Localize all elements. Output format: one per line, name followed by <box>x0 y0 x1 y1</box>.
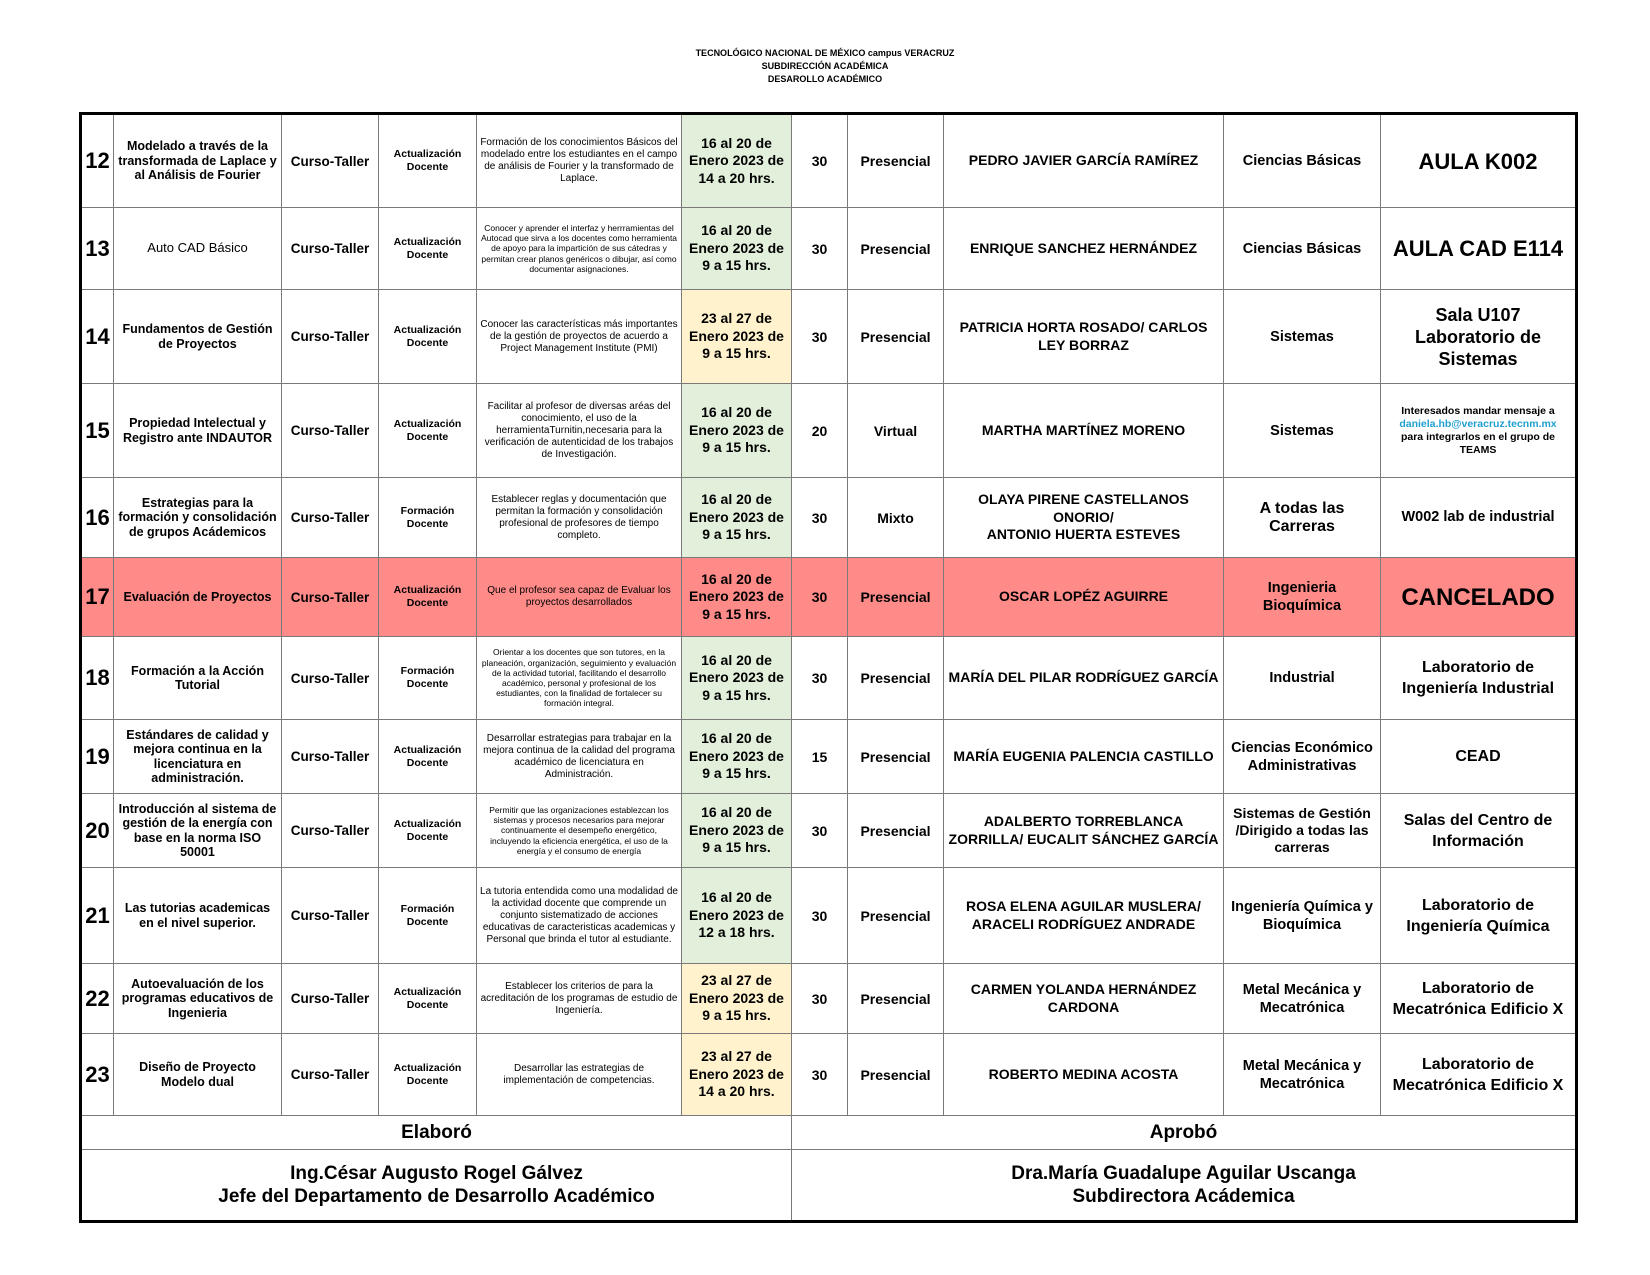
course-name: Estándares de calidad y mejora continua en la licenciatura en administración. <box>114 720 282 794</box>
table-row <box>81 384 1577 478</box>
office-title: DESAROLLO ACADÉMICO <box>767 74 883 84</box>
course-area: A todas las Carreras <box>1224 478 1381 558</box>
location-note-2: para integrarlos en el grupo de TEAMS <box>1400 430 1556 456</box>
course-type: Curso-Taller <box>282 794 379 868</box>
date-month: Enero 2023 de <box>689 588 784 605</box>
course-area: Sistemas <box>1224 290 1381 384</box>
course-number: 20 <box>81 794 114 868</box>
course-instructor: ENRIQUE SANCHEZ HERNÁNDEZ <box>944 208 1224 290</box>
course-number: 14 <box>81 290 114 384</box>
course-instructor: ROBERTO MEDINA ACOSTA <box>944 1034 1224 1116</box>
course-location: AULA CAD E114 <box>1381 208 1577 290</box>
course-type: Curso-Taller <box>282 720 379 794</box>
instructor-line-2: ANTONIO HUERTA ESTEVES <box>986 526 1181 543</box>
date-hours: 9 a 15 hrs. <box>702 765 771 782</box>
date-month: Enero 2023 de <box>689 821 784 838</box>
course-objective: Conocer y aprender el interfaz y herrramientas del Autocad que sirva a los docentes como herramienta de apoyo para la impartición de sus cátedras y permitan crear planos genéricos o dibujar, así como documentar asignaciones. <box>477 208 682 290</box>
course-objective: Formación de los conocimientos Básicos del modelado entre los estudiantes en el campo de análisis de Fourier y la transformado de Laplace. <box>477 114 682 208</box>
course-location: AULA K002 <box>1381 114 1577 208</box>
course-modality: Presencial <box>848 868 944 964</box>
date-hours: 14 a 20 hrs. <box>698 169 775 186</box>
course-area: Sistemas <box>1224 384 1381 478</box>
course-name: Auto CAD Básico <box>114 208 282 290</box>
location-note: Interesados mandar mensaje a <box>1401 404 1555 417</box>
course-focus: Actualización Docente <box>379 964 477 1034</box>
course-area: Sistemas de Gestión /Dirigido a todas las carreras <box>1224 794 1381 868</box>
elaboro-signature-block <box>81 1150 792 1222</box>
course-type: Curso-Taller <box>282 208 379 290</box>
date-range: 16 al 20 de <box>701 491 772 508</box>
date-month: Enero 2023 de <box>689 508 784 525</box>
instructor-line-1: OLAYA PIRENE CASTELLANOS ONORIO/ <box>978 491 1189 525</box>
date-range: 16 al 20 de <box>701 404 772 421</box>
course-number: 23 <box>81 1034 114 1116</box>
course-dates <box>682 290 792 384</box>
course-modality: Presencial <box>848 637 944 720</box>
course-area: Metal Mecánica y Mecatrónica <box>1224 964 1381 1034</box>
course-capacity: 30 <box>792 637 848 720</box>
course-name: Evaluación de Proyectos <box>114 558 282 637</box>
course-number: 16 <box>81 478 114 558</box>
course-focus: Actualización Docente <box>379 384 477 478</box>
course-name: Propiedad Intelectual y Registro ante INDAUTOR <box>114 384 282 478</box>
course-number: 13 <box>81 208 114 290</box>
table-row <box>81 637 1577 720</box>
date-hours: 9 a 15 hrs. <box>702 439 771 456</box>
course-name: Autoevaluación de los programas educativos de Ingenieria <box>114 964 282 1034</box>
course-modality: Presencial <box>848 208 944 290</box>
course-capacity: 30 <box>792 208 848 290</box>
course-dates <box>682 637 792 720</box>
course-type: Curso-Taller <box>282 114 379 208</box>
course-number: 15 <box>81 384 114 478</box>
course-instructor: ADALBERTO TORREBLANCA ZORRILLA/ EUCALIT SÁNCHEZ GARCÍA <box>944 794 1224 868</box>
course-capacity: 30 <box>792 558 848 637</box>
course-modality: Presencial <box>848 720 944 794</box>
course-focus: Actualización Docente <box>379 114 477 208</box>
course-focus: Actualización Docente <box>379 1034 477 1116</box>
date-hours: 9 a 15 hrs. <box>702 1007 771 1024</box>
table-row <box>81 208 1577 290</box>
cancelled-status: CANCELADO <box>1381 558 1577 637</box>
course-location: Salas del Centro de Información <box>1381 794 1577 868</box>
table-row-cancelled <box>81 558 1577 637</box>
course-dates <box>682 558 792 637</box>
course-focus: Actualización Docente <box>379 794 477 868</box>
course-dates <box>682 964 792 1034</box>
course-type: Curso-Taller <box>282 558 379 637</box>
course-modality: Presencial <box>848 964 944 1034</box>
course-number: 22 <box>81 964 114 1034</box>
course-objective: Desarrollar estrategias para trabajar en la mejora continua de la calidad del programa académico de licenciatura en Administración. <box>477 720 682 794</box>
course-instructor: PEDRO JAVIER GARCÍA RAMÍREZ <box>944 114 1224 208</box>
course-modality: Virtual <box>848 384 944 478</box>
course-dates <box>682 384 792 478</box>
course-type: Curso-Taller <box>282 637 379 720</box>
course-name: Diseño de Proyecto Modelo dual <box>114 1034 282 1116</box>
course-dates <box>682 1034 792 1116</box>
course-capacity: 30 <box>792 964 848 1034</box>
course-objective: Desarrollar las estrategias de implementación de competencias. <box>477 1034 682 1116</box>
course-number: 12 <box>81 114 114 208</box>
table-row <box>81 478 1577 558</box>
course-instructor: PATRICIA HORTA ROSADO/ CARLOS LEY BORRAZ <box>944 290 1224 384</box>
course-area: Ingeniería Química y Bioquímica <box>1224 868 1381 964</box>
date-range: 16 al 20 de <box>701 889 772 906</box>
course-modality: Presencial <box>848 794 944 868</box>
course-capacity: 30 <box>792 114 848 208</box>
course-capacity: 20 <box>792 384 848 478</box>
date-month: Enero 2023 de <box>689 989 784 1006</box>
course-location: Laboratorio de Ingeniería Industrial <box>1381 637 1577 720</box>
table-row <box>81 720 1577 794</box>
course-dates <box>682 208 792 290</box>
date-hours: 9 a 15 hrs. <box>702 345 771 362</box>
course-location <box>1381 384 1577 478</box>
course-instructor <box>944 478 1224 558</box>
course-number: 19 <box>81 720 114 794</box>
course-objective: Permitir que las organizaciones establezcan los sistemas y procesos necesarios para mejorar continuamente el desempeño energético, incluyendo la eficiencia energética, el uso de la energía y el consumo de energía <box>477 794 682 868</box>
date-hours: 9 a 15 hrs. <box>702 839 771 856</box>
courses-table <box>79 112 1578 1223</box>
course-area: Ciencias Económico Administrativas <box>1224 720 1381 794</box>
course-objective: Que el profesor sea capaz de Evaluar los proyectos desarrollados <box>477 558 682 637</box>
course-type: Curso-Taller <box>282 290 379 384</box>
course-dates <box>682 794 792 868</box>
course-name: Fundamentos de Gestión de Proyectos <box>114 290 282 384</box>
course-instructor: MARTHA MARTÍNEZ MORENO <box>944 384 1224 478</box>
date-hours: 9 a 15 hrs. <box>702 686 771 703</box>
date-range: 16 al 20 de <box>701 730 772 747</box>
course-dates <box>682 868 792 964</box>
course-type: Curso-Taller <box>282 384 379 478</box>
course-focus: Actualización Docente <box>379 558 477 637</box>
date-range: 16 al 20 de <box>701 804 772 821</box>
date-range: 16 al 20 de <box>701 222 772 239</box>
course-modality: Presencial <box>848 1034 944 1116</box>
table-row <box>81 868 1577 964</box>
course-instructor: MARÍA DEL PILAR RODRÍGUEZ GARCÍA <box>944 637 1224 720</box>
date-month: Enero 2023 de <box>689 1065 784 1082</box>
course-location: Laboratorio de Mecatrónica Edificio X <box>1381 964 1577 1034</box>
date-range: 16 al 20 de <box>701 651 772 668</box>
course-capacity: 30 <box>792 290 848 384</box>
date-hours: 9 a 15 hrs. <box>702 526 771 543</box>
elaboro-label: Elaboró <box>81 1116 792 1150</box>
course-type: Curso-Taller <box>282 478 379 558</box>
course-area: Ingenieria Bioquímica <box>1224 558 1381 637</box>
date-hours: 9 a 15 hrs. <box>702 257 771 274</box>
course-objective: Orientar a los docentes que son tutores, en la planeación, organización, seguimiento y evaluación de la actividad tutorial, facilitando el desarrollo académico, personal y profesional de los estudiantes, con la finalidad de fortalecer su formación integral. <box>477 637 682 720</box>
course-objective: Establecer reglas y documentación que permitan la formación y consolidación profesional de profesores de tiempo completo. <box>477 478 682 558</box>
course-number: 18 <box>81 637 114 720</box>
date-range: 16 al 20 de <box>701 570 772 587</box>
aprobo-name: Dra.María Guadalupe Aguilar Uscanga <box>1011 1163 1356 1184</box>
course-objective: La tutoria entendida como una modalidad de la actividad docente que comprende un conjunto sistematizado de acciones educativas de caracteristicas academicas y Personal que brinda el tutor al estudiante. <box>477 868 682 964</box>
course-instructor: MARÍA EUGENIA PALENCIA CASTILLO <box>944 720 1224 794</box>
course-modality: Presencial <box>848 290 944 384</box>
date-range: 23 al 27 de <box>701 1048 772 1065</box>
course-location: Laboratorio de Mecatrónica Edificio X <box>1381 1034 1577 1116</box>
course-focus: Actualización Docente <box>379 290 477 384</box>
course-modality: Presencial <box>848 558 944 637</box>
course-focus: Formación Docente <box>379 868 477 964</box>
course-dates <box>682 720 792 794</box>
course-number: 17 <box>81 558 114 637</box>
course-instructor: CARMEN YOLANDA HERNÁNDEZ CARDONA <box>944 964 1224 1034</box>
date-hours: 12 a 18 hrs. <box>698 924 775 941</box>
aprobo-title: Subdirectora Acádemica <box>1072 1186 1295 1207</box>
date-month: Enero 2023 de <box>689 906 784 923</box>
table-row <box>81 114 1577 208</box>
course-focus: Actualización Docente <box>379 720 477 794</box>
course-instructor: OSCAR LOPÉZ AGUIRRE <box>944 558 1224 637</box>
signature-header-row <box>81 1116 1577 1150</box>
document-header <box>0 47 1650 86</box>
course-dates <box>682 478 792 558</box>
course-modality: Mixto <box>848 478 944 558</box>
date-month: Enero 2023 de <box>689 421 784 438</box>
date-hours: 9 a 15 hrs. <box>702 605 771 622</box>
table-row <box>81 1034 1577 1116</box>
aprobo-label: Aprobó <box>792 1116 1577 1150</box>
course-capacity: 15 <box>792 720 848 794</box>
course-area: Ciencias Básicas <box>1224 114 1381 208</box>
date-range: 16 al 20 de <box>701 134 772 151</box>
date-month: Enero 2023 de <box>689 747 784 764</box>
course-focus: Formación Docente <box>379 478 477 558</box>
course-number: 21 <box>81 868 114 964</box>
institution-title: TECNOLÓGICO NACIONAL DE MÉXICO campus VERACRUZ <box>695 48 955 58</box>
course-location: Laboratorio de Ingeniería Química <box>1381 868 1577 964</box>
date-hours: 14 a 20 hrs. <box>698 1083 775 1100</box>
elaboro-name: Ing.César Augusto Rogel Gálvez <box>290 1163 583 1184</box>
course-objective: Facilitar al profesor de diversas aréas del conocimiento, el uso de la herramientaTurnitin,necesaria para la verificación de autenticidad de los trabajos de Investigación. <box>477 384 682 478</box>
course-capacity: 30 <box>792 868 848 964</box>
signature-row <box>81 1150 1577 1222</box>
table-row <box>81 964 1577 1034</box>
course-focus: Actualización Docente <box>379 208 477 290</box>
course-instructor: ROSA ELENA AGUILAR MUSLERA/ ARACELI RODRÍGUEZ ANDRADE <box>944 868 1224 964</box>
date-range: 23 al 27 de <box>701 972 772 989</box>
elaboro-title: Jefe del Departamento de Desarrollo Académico <box>218 1186 655 1207</box>
course-dates <box>682 114 792 208</box>
course-type: Curso-Taller <box>282 1034 379 1116</box>
aprobo-signature-block <box>792 1150 1577 1222</box>
course-modality: Presencial <box>848 114 944 208</box>
table-row <box>81 290 1577 384</box>
table-row <box>81 794 1577 868</box>
date-month: Enero 2023 de <box>689 669 784 686</box>
date-month: Enero 2023 de <box>689 239 784 256</box>
course-capacity: 30 <box>792 478 848 558</box>
course-location: W002 lab de industrial <box>1381 478 1577 558</box>
course-name: Estrategias para la formación y consolidación de grupos Acádemicos <box>114 478 282 558</box>
course-location: Sala U107 Laboratorio de Sistemas <box>1381 290 1577 384</box>
course-name: Modelado a través de la transformada de Laplace y al Análisis de Fourier <box>114 114 282 208</box>
course-capacity: 30 <box>792 794 848 868</box>
course-name: Introducción al sistema de gestión de la energía con base en la norma ISO 50001 <box>114 794 282 868</box>
date-range: 23 al 27 de <box>701 310 772 327</box>
course-type: Curso-Taller <box>282 868 379 964</box>
course-name: Las tutorias academicas en el nivel superior. <box>114 868 282 964</box>
course-area: Ciencias Básicas <box>1224 208 1381 290</box>
course-name: Formación a la Acción Tutorial <box>114 637 282 720</box>
course-objective: Conocer las características más importantes de la gestión de proyectos de acuerdo a Project Management Institute (PMI) <box>477 290 682 384</box>
date-month: Enero 2023 de <box>689 152 784 169</box>
course-area: Industrial <box>1224 637 1381 720</box>
course-location: CEAD <box>1381 720 1577 794</box>
course-focus: Formación Docente <box>379 637 477 720</box>
department-title: SUBDIRECCIÓN ACADÉMICA <box>761 61 889 71</box>
course-area: Metal Mecánica y Mecatrónica <box>1224 1034 1381 1116</box>
course-capacity: 30 <box>792 1034 848 1116</box>
date-month: Enero 2023 de <box>689 327 784 344</box>
course-objective: Establecer los criterios de para la acreditación de los programas de estudio de Ingeniería. <box>477 964 682 1034</box>
contact-email-link[interactable]: daniela.hb@veracruz.tecnm.mx <box>1399 417 1557 430</box>
course-type: Curso-Taller <box>282 964 379 1034</box>
